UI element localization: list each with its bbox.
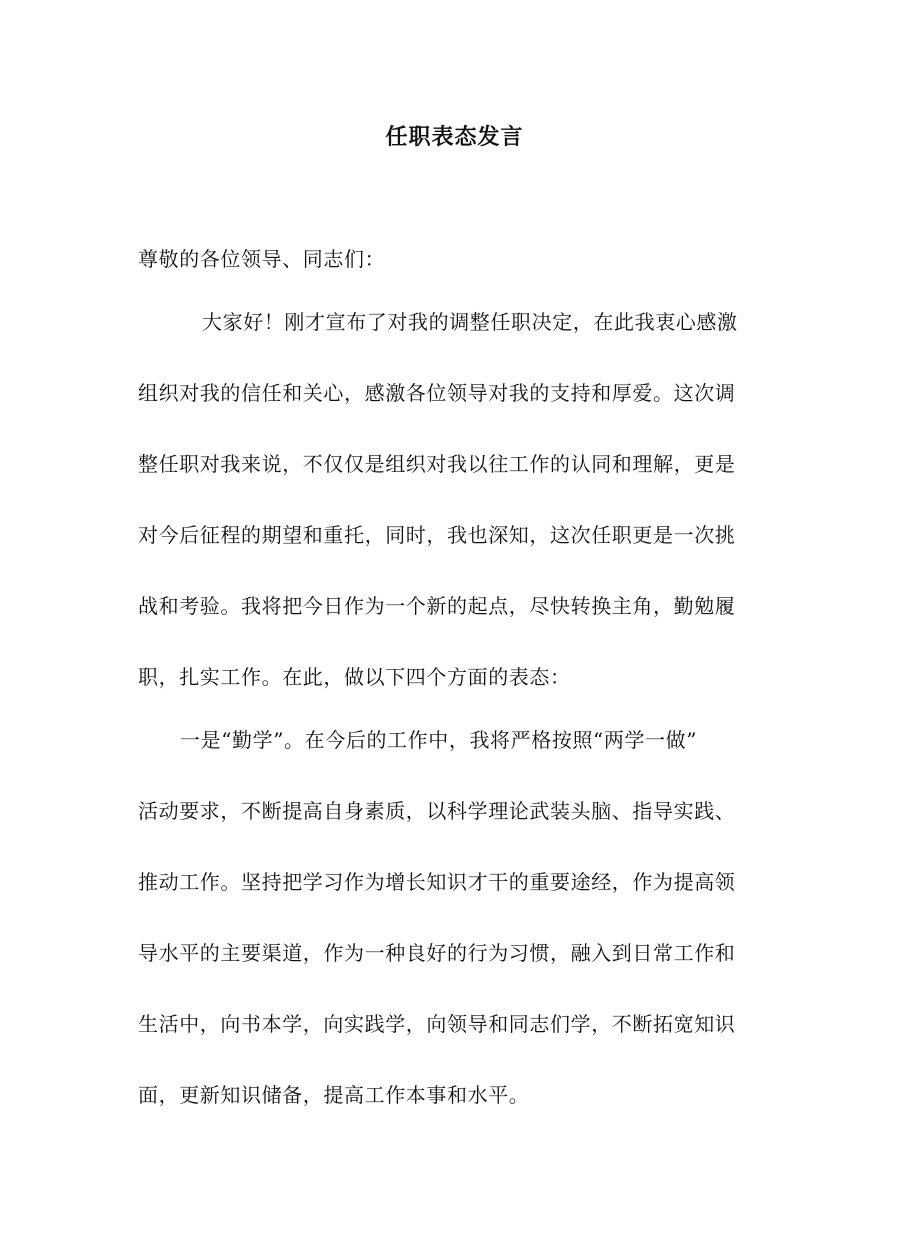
paragraph-1-line: 组织对我的信任和关心，感激各位领导对我的支持和厚爱。这次调 (138, 381, 736, 405)
paragraph-2-line: 生活中，向书本学，向实践学，向领导和同志们学，不断拓宽知识 (138, 1012, 736, 1036)
paragraph-2-line: 活动要求，不断提高自身素质，以科学理论武装头脑、指导实践、 (138, 799, 736, 823)
document-title: 任职表态发言 (385, 124, 524, 150)
paragraph-2-line: 一是“勤学”。在今后的工作中，我将严格按照“两学一做” (180, 728, 698, 752)
paragraph-2-line: 面，更新知识储备，提高工作本事和水平。 (138, 1083, 530, 1107)
paragraph-1-line: 战和考验。我将把今日作为一个新的起点，尽快转换主角，勤勉履 (138, 594, 736, 618)
paragraph-1-line: 职，扎实工作。在此，做以下四个方面的表态： (138, 665, 571, 689)
paragraph-1-line: 整任职对我来说，不仅仅是组织对我以往工作的认同和理解，更是 (138, 452, 736, 476)
paragraph-1-line: 大家好！刚才宣布了对我的调整任职决定，在此我衷心感激 (202, 310, 738, 334)
paragraph-2-line: 推动工作。坚持把学习作为增长知识才干的重要途经，作为提高领 (138, 870, 736, 894)
paragraph-1-line: 对今后征程的期望和重托，同时，我也深知，这次任职更是一次挑 (138, 523, 736, 547)
paragraph-2-line: 导水平的主要渠道，作为一种良好的行为习惯，融入到日常工作和 (138, 941, 736, 965)
salutation: 尊敬的各位领导、同志们： (138, 247, 386, 271)
